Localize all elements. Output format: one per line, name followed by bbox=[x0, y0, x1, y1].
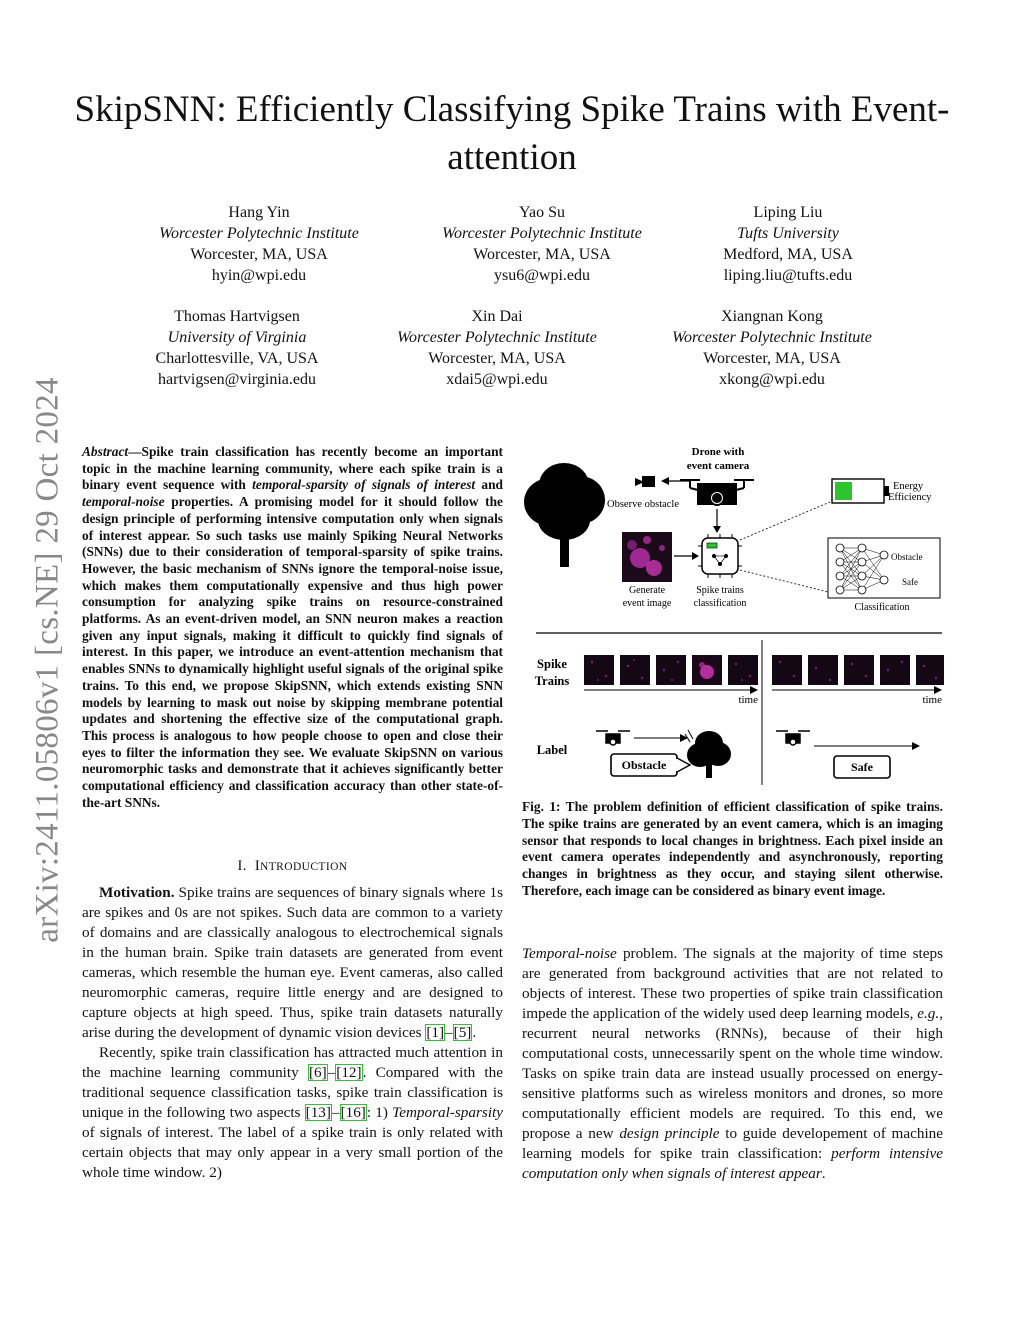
paragraph-text: : 1) bbox=[366, 1104, 393, 1121]
observe-label: Observe obstacle bbox=[607, 499, 680, 510]
paragraph bbox=[82, 883, 503, 1043]
chip-icon bbox=[698, 534, 742, 578]
paragraph bbox=[522, 944, 943, 1184]
author-email: hartvigsen@virginia.edu bbox=[158, 371, 316, 388]
author-location: Worcester, MA, USA bbox=[428, 350, 566, 367]
author-block bbox=[92, 306, 382, 390]
figure-1 bbox=[522, 440, 952, 790]
obstacle-output-label: Obstacle bbox=[891, 552, 923, 562]
author-block bbox=[643, 202, 933, 286]
paper-title: SkipSNN: Efficiently Classifying Spike Trains with Event-attention bbox=[74, 89, 950, 178]
tree-small-icon bbox=[687, 731, 731, 778]
author-email: xdai5@wpi.edu bbox=[446, 371, 548, 388]
author-block bbox=[352, 306, 642, 390]
generate-label: event image bbox=[622, 598, 672, 609]
section-title-rest: NTRODUCTION bbox=[260, 861, 348, 873]
paragraph-lead: Motivation. bbox=[99, 884, 175, 901]
camera-icon bbox=[635, 476, 655, 487]
spike-frames-left bbox=[584, 655, 758, 685]
author-name: Liping Liu bbox=[753, 204, 823, 221]
arxiv-identifier: arXiv:2411.05806v1 [cs.NE] 29 Oct 2024 bbox=[29, 377, 66, 943]
abstract-text: properties. A promising model for it should follow the design principle of performing intensive computation only when signals of interest appear. So such tasks use mainly Spiking Neural Networks (SNNs) due to their consideration of temporal-sparsity of spike trains. However, the basic mechanism of SNNs ignore the temporal-noise issue, which makes them computationally expensive and thus high power consumption for analyzing spike trains on resource-constrained platforms. As an event-driven model, an SNN neuron makes a reaction given any input signals, making it difficult to quickly find signals of interest. In this paper, we introduce an event-attention mechanism that enables SNNs to dynamically highlight useful signals of the original spike trains. To this end, we propose SkipSNN, which extends existing SNN models by learning to mask out noise by skipping membrane potential updates and shortening the effective size of the computational graph. This process is analogous to how people choose to open and close their eyes to filter the information they see. We evaluate SkipSNN on various neuromorphic tasks and demonstrate that it achieves significantly better computational efficiency and classification accuracy than other state-of-the-art SNNs. bbox=[82, 494, 503, 810]
paragraph-text: . bbox=[472, 1024, 477, 1041]
paragraph-text: Spike trains are sequences of binary signals where 1s are spikes and 0s are not spikes. Such data are common to a variety of domains and are classically analogous to electrochemical signals in the human brain. Spike train datasets are generated from event cameras, which resemble the human eye. Event cameras, also called neuromorphic cameras, require little energy and are designed to capture objects at high speed. Thus, spike train datasets naturally arise during the development of dynamic vision devices bbox=[82, 884, 503, 1041]
author-affiliation: Worcester Polytechnic Institute bbox=[159, 225, 359, 242]
citation-link[interactable]: [6] bbox=[308, 1064, 327, 1081]
author-affiliation: Worcester Polytechnic Institute bbox=[672, 329, 872, 346]
battery-icon bbox=[832, 479, 889, 503]
time-axis-label: time bbox=[738, 694, 758, 706]
author-block bbox=[627, 306, 917, 390]
emphasis: e.g. bbox=[917, 1005, 940, 1022]
intro-text bbox=[82, 883, 503, 1183]
section-heading bbox=[82, 858, 503, 875]
classification-label: Classification bbox=[854, 602, 910, 613]
time-axis-label: time bbox=[922, 694, 942, 706]
row-label-spike: Spike bbox=[537, 657, 567, 671]
author-location: Worcester, MA, USA bbox=[703, 350, 841, 367]
safe-output-label: Safe bbox=[902, 577, 918, 587]
abstract-label: Abstract bbox=[82, 444, 129, 459]
abstract-emphasis: temporal-sparsity of signals of interest bbox=[252, 477, 476, 493]
author-email: liping.liu@tufts.edu bbox=[723, 267, 853, 284]
generate-label: Generate bbox=[628, 585, 666, 596]
energy-label: Energy bbox=[893, 481, 924, 492]
section-number: I. bbox=[237, 858, 247, 874]
author-name: Hang Yin bbox=[228, 204, 290, 221]
spike-cls-label: Spike trains bbox=[696, 585, 744, 596]
author-affiliation: Worcester Polytechnic Institute bbox=[397, 329, 597, 346]
paragraph-text: Recently, spike train classification has attracted much attention in the machine learning community bbox=[82, 1044, 503, 1081]
row-label-label: Label bbox=[536, 743, 568, 757]
author-location: Worcester, MA, USA bbox=[190, 246, 328, 263]
abstract-text: and bbox=[475, 477, 504, 493]
drone-small-icon bbox=[776, 731, 810, 745]
spike-frames-right bbox=[772, 655, 944, 685]
row-label-trains: Trains bbox=[534, 674, 570, 688]
author-email: ysu6@wpi.edu bbox=[493, 267, 591, 284]
author-name: Thomas Hartvigsen bbox=[174, 308, 300, 325]
author-email: hyin@wpi.edu bbox=[211, 267, 307, 284]
drone-small-icon bbox=[596, 731, 630, 745]
author-name: Xiangnan Kong bbox=[721, 308, 823, 325]
citation-dash: – bbox=[327, 1064, 336, 1081]
drone-label: event camera bbox=[686, 460, 750, 472]
spike-cls-label: classification bbox=[693, 598, 747, 609]
abstract-emphasis: temporal-noise bbox=[82, 494, 165, 510]
right-column-text bbox=[522, 944, 943, 1184]
author-affiliation: University of Virginia bbox=[167, 329, 307, 346]
citation-link[interactable]: [5] bbox=[453, 1024, 472, 1041]
author-affiliation: Worcester Polytechnic Institute bbox=[442, 225, 642, 242]
paragraph-text: problem. The signals at the majority of time steps are generated from background activities that are not related to objects of interest. These two properties of spike train classification impede the application of the widely used deep learning models, bbox=[522, 945, 943, 1022]
abstract-text: —Spike train classification has recently become an important topic in the machine learning community, where each spike train is a binary event sequence with bbox=[82, 444, 503, 493]
author-name: Yao Su bbox=[519, 204, 565, 221]
author-email: xkong@wpi.edu bbox=[719, 371, 825, 388]
emphasis: design principle bbox=[619, 1125, 720, 1142]
figure-1-diagram bbox=[522, 440, 952, 790]
paragraph-text: . bbox=[821, 1165, 826, 1182]
safe-label: Safe bbox=[851, 760, 873, 774]
citation-link[interactable]: [1] bbox=[426, 1024, 445, 1041]
paragraph-text: , recurrent neural networks (RNNs), because of their high computational costs, unnecessarily spent on the whole time window. Tasks on spike train data are instead usually processed on energy-sensitive platforms such as wireless monitors and drones, so more computationally efficient models are required. To this end, we propose a new bbox=[522, 1005, 943, 1142]
paragraph-text: of signals of interest. The label of a spike train is only related with certain objects that may only appear in a very small portion of the whole time window. 2) bbox=[82, 1124, 503, 1181]
author-location: Medford, MA, USA bbox=[723, 246, 853, 263]
author-block bbox=[114, 202, 404, 286]
author-location: Charlottesville, VA, USA bbox=[155, 350, 319, 367]
paragraph-text: . Compared with the traditional sequence classification tasks, spike train classification is unique in the following two aspects bbox=[82, 1064, 503, 1121]
obstacle-label: Obstacle bbox=[621, 758, 667, 772]
section-title-initial: I bbox=[254, 858, 261, 874]
citation-link[interactable]: [12] bbox=[336, 1064, 362, 1081]
paragraph-text: to guide developement of machine learning models for spike train classification: bbox=[522, 1125, 943, 1162]
emphasis: Temporal-sparsity bbox=[392, 1104, 503, 1121]
emphasis: perform intensive computation only when signals of interest appear bbox=[522, 1145, 944, 1182]
abstract bbox=[82, 444, 503, 811]
paragraph bbox=[82, 1043, 503, 1183]
citation-dash: – bbox=[445, 1024, 453, 1041]
drone-label: Drone with bbox=[691, 446, 745, 458]
energy-label: Efficiency bbox=[888, 492, 932, 503]
tree-icon bbox=[524, 463, 605, 567]
classifier-network bbox=[828, 538, 940, 598]
citation-link[interactable]: [16] bbox=[340, 1104, 366, 1121]
emphasis: Temporal-noise bbox=[522, 945, 617, 962]
citation-link[interactable]: [13] bbox=[305, 1104, 331, 1121]
author-affiliation: Tufts University bbox=[737, 225, 839, 242]
author-name: Xin Dai bbox=[471, 308, 523, 325]
event-image bbox=[622, 532, 672, 582]
author-location: Worcester, MA, USA bbox=[473, 246, 611, 263]
figure-caption: Fig. 1: The problem definition of efficient classification of spike trains. The spike trains are generated by an event camera, which is an imaging sensor that responds to local changes in brightness. Each pixel inside an event camera operates independently and asynchronously, reporting changes in brightness as they occur, and staying silent otherwise. Therefore, each image can be considered as binary event image. bbox=[522, 799, 943, 898]
drone-icon bbox=[680, 480, 754, 505]
citation-dash: – bbox=[331, 1104, 340, 1121]
